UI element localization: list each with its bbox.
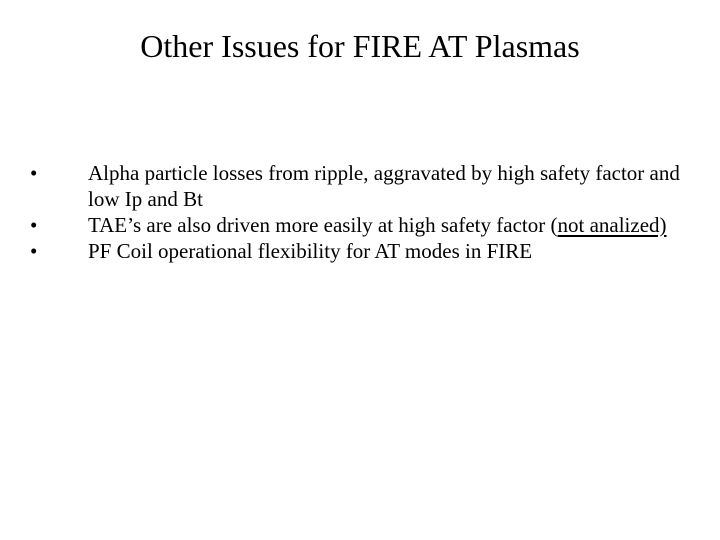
bullet-text: Alpha particle losses from ripple, aggravated by high safety factor and low Ip and Bt [88, 161, 680, 211]
bullet-list [30, 160, 680, 264]
bullet-text: TAE’s are also driven more easily at high safety factor ( [88, 213, 558, 237]
slide-title: Other Issues for FIRE AT Plasmas [140, 28, 580, 64]
bullet-item-pf-coil [30, 238, 680, 264]
bullet-item-tae [30, 212, 680, 238]
bullet-text: PF Coil operational flexibility for AT modes in FIRE [88, 239, 533, 263]
bullet-item-alpha-losses [30, 160, 680, 212]
bullet-text-underlined: not analized) [557, 213, 667, 237]
bullet-marker: • [30, 213, 38, 237]
bullet-marker: • [30, 239, 38, 263]
bullet-marker: • [30, 161, 38, 185]
